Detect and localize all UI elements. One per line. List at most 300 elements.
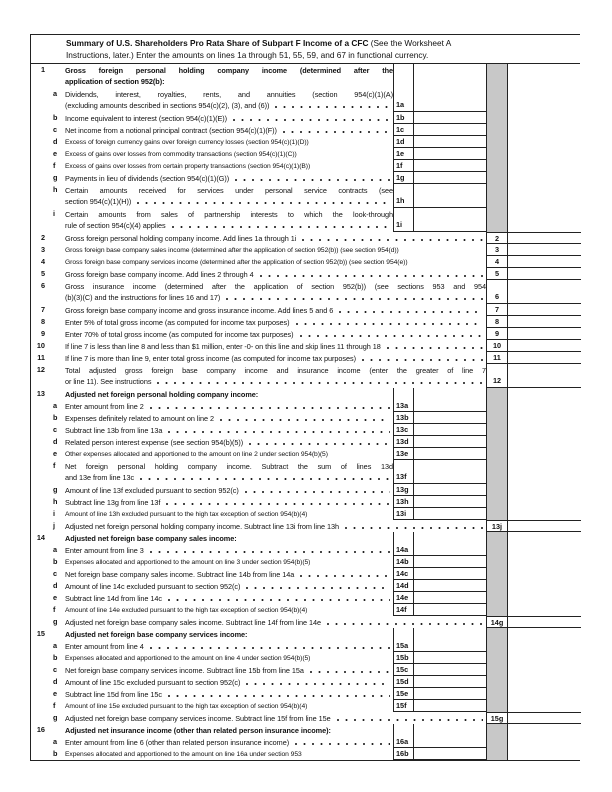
form-row-11 [31,352,580,364]
blank-cell [508,688,581,700]
blank-cell [508,124,581,136]
entry-label-1f: 1f [393,160,413,172]
form-row-14d [31,580,580,592]
form-row-7 [31,304,580,316]
form-row-14f [31,604,580,616]
entry-box-1c[interactable] [413,124,486,136]
line-number [31,496,48,508]
description-line-2 [65,196,393,208]
form-row-13a [31,400,580,412]
dot-leader [149,641,390,649]
entry-box-13c[interactable] [413,424,486,436]
entry-label-14d: 14d [393,580,413,592]
line-description [65,184,393,208]
entry-box-15f[interactable] [413,700,486,712]
form-row-5 [31,268,580,280]
description-text: Expenses allocated and apportioned to the amount on line 4 under section 954(b)(5) [65,654,311,662]
line-letter: g [53,485,58,495]
line-letter: b [53,413,58,423]
blank-cell [508,448,581,460]
dot-leader [309,665,390,673]
blank-cell [508,160,581,172]
entry-box-13h[interactable] [413,496,486,508]
line-letter: j [53,521,56,531]
form-row-14g [31,616,580,628]
blank-cell [508,652,581,664]
entry-label-13d: 13d [393,436,413,448]
amount-label-10: 10 [486,340,508,352]
shaded-cell [486,724,508,736]
entry-box-cell [413,64,486,88]
form-row-13c [31,424,580,436]
amount-box-10[interactable] [508,340,581,352]
form-row-6 [31,280,580,304]
form-row-13f [31,460,580,484]
description-text: section 954(c)(1)(H)) [65,197,132,207]
line-description [65,520,486,532]
description-line-2 [65,292,486,304]
form-row-1a [31,88,580,112]
entry-box-13i[interactable] [413,508,486,520]
line-letter [48,256,65,268]
line-number [31,160,48,172]
shaded-cell [486,184,508,208]
description-text: Net income from a notional principal contract (section 954(c)(1)(F)) [65,125,277,135]
shaded-cell [486,508,508,520]
line-number: 15 [36,629,45,639]
line-letter: c [53,665,58,675]
line-number [31,664,48,676]
entry-box-13f[interactable] [413,460,486,484]
description-text: Adjusted net foreign personal holding company income: [65,389,259,399]
amount-label-8: 8 [486,316,508,328]
line-letter [48,352,65,364]
amount-box-15g[interactable] [508,712,581,724]
form-row-3 [31,244,580,256]
shaded-cell [486,652,508,664]
line-letter: a [53,641,58,651]
description-text: Amount of line 14e excluded pursuant to the high tax exception of section 954(b)(4) [65,606,308,614]
blank-cell [508,640,581,652]
form-row-16 [31,724,580,736]
description-line-1: Certain amounts received for services under personal service contracts (see [65,185,393,195]
entry-label-13h: 13h [393,496,413,508]
entry-label-13i: 13i [393,508,413,520]
worksheet-title: Summary of U.S. Shareholders Pro Rata Share of Subpart F Income of a CFC [66,38,369,48]
blank-cell [508,508,581,520]
description-text: Enter amount from line 3 [65,545,144,555]
entry-box-15e[interactable] [413,688,486,700]
entry-box-1d[interactable] [413,136,486,148]
entry-box-1e[interactable] [413,148,486,160]
entry-box-1f[interactable] [413,160,486,172]
shaded-cell [486,448,508,460]
amount-label-7: 7 [486,304,508,316]
dot-leader [245,581,390,589]
form-row-14 [31,532,580,544]
line-number [31,484,48,496]
shaded-cell [486,628,508,640]
line-number [31,436,48,448]
entry-box-14a[interactable] [413,544,486,556]
entry-box-cell [413,388,486,400]
description-line-1: Total adjusted gross foreign base company income and insurance income (enter the greater of line 7 [65,365,486,375]
dot-leader [167,593,390,601]
line-number [31,568,48,580]
entry-label-15f: 15f [393,700,413,712]
form-row-1d [31,136,580,148]
form-row-13e [31,448,580,460]
blank-cell [508,748,581,760]
line-number [31,184,48,208]
line-letter: f [53,701,56,711]
blank-cell [508,388,581,400]
form-row-15a [31,640,580,652]
shaded-cell [486,676,508,688]
entry-box-14b[interactable] [413,556,486,568]
description-text: Related person interest expense (see section 954(b)(5)) [65,437,244,447]
line-description [65,580,393,592]
line-letter [48,628,65,640]
amount-box-12[interactable] [508,364,581,388]
entry-box-cell [413,724,486,736]
line-description [65,592,393,604]
entry-label-13e: 13e [393,448,413,460]
line-description [65,340,486,352]
blank-cell [508,136,581,148]
blank-cell [508,580,581,592]
line-letter: e [53,593,58,603]
amount-box-5[interactable] [508,268,581,280]
shaded-cell [486,496,508,508]
blank-cell [508,64,581,88]
shaded-cell [486,664,508,676]
line-letter: i [53,209,56,219]
dot-leader [299,569,390,577]
line-letter [48,388,65,400]
blank-cell [508,700,581,712]
entry-label-cell [393,628,413,640]
line-letter [48,724,65,736]
line-description [65,352,486,364]
dot-leader [156,376,483,384]
line-letter: f [53,605,56,615]
dot-leader [149,545,390,553]
entry-label-15b: 15b [393,652,413,664]
description-line-2 [65,100,393,112]
description-text: application of section 952(b): [65,77,165,87]
dot-leader [165,497,390,505]
line-letter [48,364,65,388]
line-description [65,208,393,232]
amount-label-5: 5 [486,268,508,280]
form-row-15 [31,628,580,640]
line-description [65,256,486,268]
line-letter [48,280,65,304]
entry-box-13a[interactable] [413,400,486,412]
description-text: Amount of line 13h excluded pursuant to the high tax exception of section 954(b)(4) [65,510,308,518]
line-letter: i [53,509,56,519]
dot-leader [167,689,390,697]
line-number [31,124,48,136]
entry-label-15c: 15c [393,664,413,676]
entry-label-1a: 1a [393,88,413,112]
line-letter [48,532,65,544]
dot-leader [219,413,390,421]
entry-box-13e[interactable] [413,448,486,460]
worksheet-rows [31,64,580,760]
form-row-12 [31,364,580,388]
amount-label-9: 9 [486,328,508,340]
description-text: Subtract line 13b from line 13a [65,425,163,435]
line-number [31,208,48,232]
line-letter: a [53,737,58,747]
line-letter [48,340,65,352]
line-description [65,616,486,628]
line-description [65,568,393,580]
line-description [65,412,393,424]
line-letter: f [53,161,56,171]
entry-box-14e[interactable] [413,592,486,604]
dot-leader [225,292,483,300]
description-text: Payments in lieu of dividends (section 954(c)(1)(G)) [65,173,230,183]
description-text: Gross foreign base company income and gross insurance income. Add lines 5 and 6 [65,305,334,315]
entry-box-13b[interactable] [413,412,486,424]
description-text: Other expenses allocated and apportioned to the amount on line 2 under section 954(b)(5) [65,450,328,458]
line-number [31,88,48,112]
line-letter [48,244,65,256]
entry-box-13d[interactable] [413,436,486,448]
line-number: 2 [40,233,45,243]
line-number: 5 [40,269,45,279]
form-row-10 [31,340,580,352]
entry-label-14c: 14c [393,568,413,580]
line-number [31,580,48,592]
description-text: Expenses allocated and apportioned to the amount on line 3 under section 954(b)(5) [65,558,311,566]
amount-box-13j[interactable] [508,520,581,532]
worksheet-header [31,35,580,64]
entry-box-16b[interactable] [413,748,486,760]
amount-box-7[interactable] [508,304,581,316]
line-number [31,508,48,520]
line-letter: c [53,425,58,435]
line-description [65,280,486,304]
dot-leader [259,269,483,277]
blank-cell [508,676,581,688]
description-line-2 [65,376,486,388]
blank-cell [508,544,581,556]
description-text: Adjusted net foreign base company sales income. Subtract line 14f from line 14e [65,617,322,627]
shaded-cell [486,700,508,712]
description-text: Adjusted net foreign base company sales income: [65,533,237,543]
line-description [65,640,393,652]
line-description [65,604,393,616]
line-number [31,592,48,604]
entry-box-15c[interactable] [413,664,486,676]
blank-cell [508,496,581,508]
entry-box-15b[interactable] [413,652,486,664]
entry-box-14c[interactable] [413,568,486,580]
form-row-14e [31,592,580,604]
description-text: Subtract line 13g from line 13f [65,497,161,507]
shaded-cell [486,688,508,700]
entry-label-cell [393,388,413,400]
amount-box-11[interactable] [508,352,581,364]
form-row-16a [31,736,580,748]
form-row-13h [31,496,580,508]
entry-box-13g[interactable] [413,484,486,496]
shaded-cell [486,172,508,184]
dot-leader [326,617,483,625]
description-text: Adjusted net foreign personal holding company income. Subtract line 13i from line 13h [65,521,340,531]
form-row-1g [31,172,580,184]
blank-cell [508,412,581,424]
entry-box-cell [413,532,486,544]
line-number [31,460,48,484]
entry-label-1c: 1c [393,124,413,136]
entry-box-14f[interactable] [413,604,486,616]
entry-label-14e: 14e [393,592,413,604]
description-text: (b)(3)(C) and the instructions for lines 16 and 17) [65,293,221,303]
description-text: Enter amount from line 2 [65,401,144,411]
shaded-cell [486,112,508,124]
entry-label-1i: 1i [393,208,413,232]
line-number [31,676,48,688]
entry-label-15d: 15d [393,676,413,688]
line-description [65,148,393,160]
description-text: Gross foreign base company sales income (determined after the application of section 952(b)) (see section 954(d)) [65,246,399,254]
entry-label-1e: 1e [393,148,413,160]
form-row-13b [31,412,580,424]
amount-box-2[interactable] [508,232,581,244]
line-description [65,160,393,172]
entry-box-1h[interactable] [413,184,486,208]
dot-leader [386,341,483,349]
line-letter: a [53,401,58,411]
shaded-cell [486,556,508,568]
line-description [65,712,486,724]
amount-box-14g[interactable] [508,616,581,628]
blank-cell [508,172,581,184]
line-number [31,712,48,724]
line-letter: g [53,617,58,627]
line-number: 11 [37,353,45,363]
description-text: Excess of gains over losses from certain property transactions (section 954(c)(1)(B)) [65,162,311,170]
line-letter: h [53,497,58,507]
description-text: Subtract line 14d from line 14c [65,593,163,603]
line-description [65,748,393,760]
description-text: Net foreign base company services income. Subtract line 15b from line 15a [65,665,304,675]
blank-cell [508,628,581,640]
line-letter: d [53,137,58,147]
form-row-13j [31,520,580,532]
amount-label-14g: 14g [486,616,508,628]
dot-leader [171,220,390,228]
line-letter: b [53,557,58,567]
line-letter: e [53,689,58,699]
line-letter: d [53,437,58,447]
line-number [31,736,48,748]
description-text: Subtract line 15d from line 15c [65,689,163,699]
line-description [65,436,393,448]
entry-label-15a: 15a [393,640,413,652]
entry-box-1i[interactable] [413,208,486,232]
form-row-2 [31,232,580,244]
description-line-2 [65,220,393,232]
description-text: If line 7 is more than line 9, enter total gross income (as computed for income tax purposes) [65,353,357,363]
description-text: Enter amount from line 4 [65,641,144,651]
line-number: 3 [40,245,45,255]
form-row-9 [31,328,580,340]
blank-cell [508,208,581,232]
shaded-cell [486,544,508,556]
dot-leader [295,317,483,325]
dot-leader [361,353,483,361]
line-letter: b [53,113,58,123]
description-line-1: Dividends, interest, royalties, rents, and annuities (section 954(c)(1)(A) [65,89,393,99]
entry-box-1a[interactable] [413,88,486,112]
amount-box-4[interactable] [508,256,581,268]
amount-box-8[interactable] [508,316,581,328]
entry-box-16a[interactable] [413,736,486,748]
line-number [31,652,48,664]
form-row-1h [31,184,580,208]
line-description [65,172,393,184]
form-row-14a [31,544,580,556]
entry-label-13b: 13b [393,412,413,424]
amount-label-3: 3 [486,244,508,256]
description-text: Net foreign base company sales income. Subtract line 14b from line 14a [65,569,295,579]
line-description [65,316,486,328]
entry-box-1b[interactable] [413,112,486,124]
blank-cell [508,400,581,412]
shaded-cell [486,460,508,484]
shaded-cell [486,148,508,160]
amount-box-9[interactable] [508,328,581,340]
entry-label-13g: 13g [393,484,413,496]
line-number [31,688,48,700]
entry-box-15d[interactable] [413,676,486,688]
entry-box-14d[interactable] [413,580,486,592]
description-line-1: Gross foreign personal holding company income (determined after the [65,65,393,75]
description-text: Expenses allocated and apportioned to the amount on line 16a under section 953 [65,750,302,758]
amount-box-6[interactable] [508,280,581,304]
shaded-cell [486,748,508,760]
entry-label-cell [393,532,413,544]
description-text: Adjusted net foreign base company services income: [65,629,248,639]
shaded-cell [486,604,508,616]
blank-cell [508,184,581,208]
amount-box-3[interactable] [508,244,581,256]
form-row-13d [31,436,580,448]
entry-box-15a[interactable] [413,640,486,652]
line-letter: g [53,173,58,183]
description-text: Gross foreign base company income. Add lines 2 through 4 [65,269,254,279]
shaded-cell [486,388,508,400]
entry-box-1g[interactable] [413,172,486,184]
form-row-14b [31,556,580,568]
entry-label-16a: 16a [393,736,413,748]
description-line-1: Certain amounts from sales of partnership interests to which the look-through [65,209,393,219]
line-description [65,484,393,496]
line-description [65,544,393,556]
form-row-1f [31,160,580,172]
line-description [65,508,393,520]
amount-label-11: 11 [486,352,508,364]
description-text: Gross foreign base company services income (determined after the application of section 952(b)) (see section 954(e)) [65,258,408,266]
dot-leader [301,233,483,241]
form-row-15d [31,676,580,688]
